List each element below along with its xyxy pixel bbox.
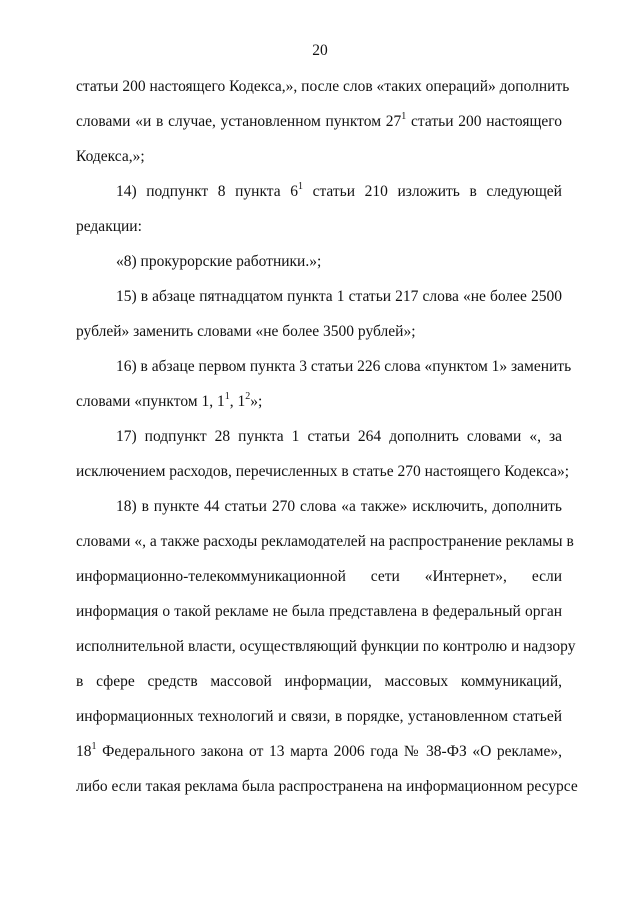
text-line: информационных технологий и связи, в порядке, установленном статьей <box>76 708 562 725</box>
text-line: 15) в абзаце пятнадцатом пункта 1 статьи 217 слова «не более 2500 <box>116 288 562 305</box>
text-line: 16) в абзаце первом пункта 3 статьи 226 слова «пунктом 1» заменить <box>116 358 572 375</box>
text-line: в сфере средств массовой информации, массовых коммуникаций, <box>76 673 562 690</box>
text-line: $18^1$ Федерального закона от 13 марта 2006 года № 38-ФЗ «О рекламе», <box>76 740 562 760</box>
text-line: исключением расходов, перечисленных в статье 270 настоящего Кодекса»; <box>76 463 570 480</box>
text-line: 18) в пункте 44 статьи 270 слова «а также» исключить, дополнить <box>116 498 562 515</box>
text-line: редакции: <box>76 218 142 235</box>
text-line: информационно-телекоммуникационной сети «Интернет», если <box>76 568 562 585</box>
text-line: исполнительной власти, осуществляющий функции по контролю и надзору <box>76 638 576 655</box>
text-line: 17) подпункт 28 пункта 1 статьи 264 дополнить словами «, за <box>116 428 562 445</box>
text-line: статьи 200 настоящего Кодекса,», после слов «таких операций» дополнить <box>76 78 570 95</box>
text-line: рублей» заменить словами «не более 3500 рублей»; <box>76 323 416 340</box>
text-line: словами «пунктом 1, $1^1$, $1^2$»; <box>76 390 263 410</box>
text-line: словами «и в случае, установленном пунктом $27^1$ статьи 200 настоящего <box>76 110 563 130</box>
text-line: словами «, а также расходы рекламодателей на распространение рекламы в <box>76 533 574 550</box>
text-line: Кодекса,»; <box>76 148 145 165</box>
text-line: 14) подпункт 8 пункта $6^1$ статьи 210 изложить в следующей <box>116 180 562 200</box>
page-number: 20 <box>312 42 328 59</box>
text-line: «8) прокурорские работники.»; <box>116 253 322 270</box>
text-line: либо если такая реклама была распространена на информационном ресурсе <box>76 778 578 795</box>
text-line: информация о такой рекламе не была представлена в федеральный орган <box>76 603 562 620</box>
